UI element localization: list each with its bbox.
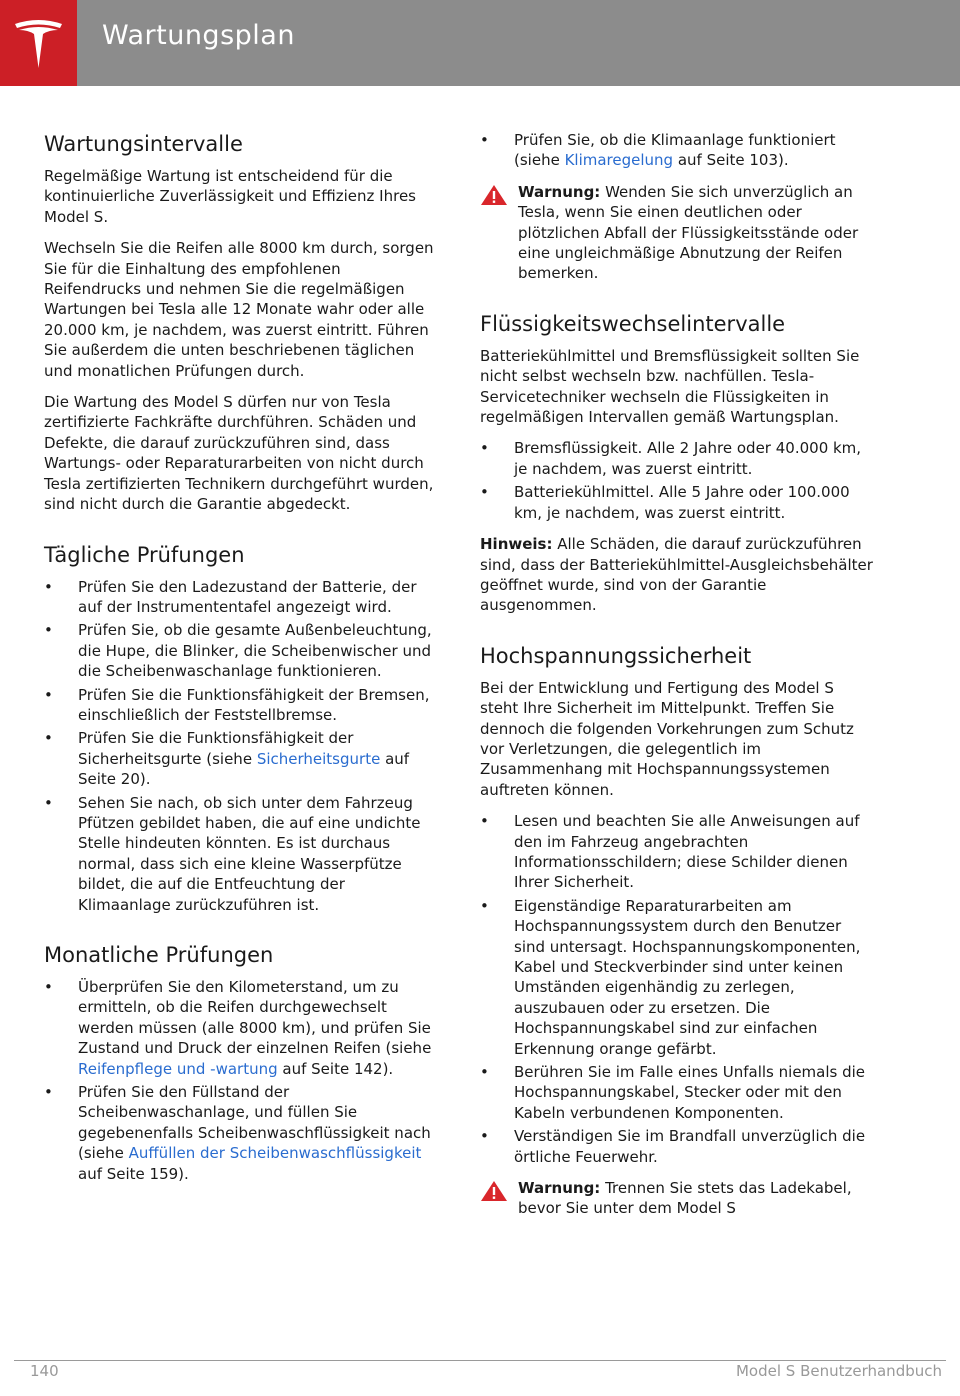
daily-checks-list [44, 577, 440, 916]
note [480, 534, 876, 616]
list-item-text: Prüfen Sie die Funktionsfähigkeit der Bremsen, einschließlich der Feststellbremse. [78, 685, 430, 724]
paragraph: Wechseln Sie die Reifen alle 8000 km durch, sorgen Sie für die Einhaltung des empfohlenen Reifendrucks und nehmen Sie die regelmäßigen Wartungen bei Tesla alle 12 Monate wahr oder alle 20.000 km, je nachdem, was zuerst eintritt. Führen Sie außerdem die unten beschriebenen täglichen und monatlichen Prüfungen durch. [44, 239, 434, 380]
section-title-taegliche-pruefungen: Tägliche Prüfungen [44, 542, 245, 567]
list-item-text: auf Seite 20). [78, 749, 410, 789]
paragraph: Batteriekühlmittel und Bremsflüssigkeit sollten Sie nicht selbst wechseln bzw. nachfüllen. Tesla-Servicetechniker wechseln die Flüssigkeiten in regelmäßigen Intervallen gemäß Wartungsplan. [480, 346, 860, 427]
high-voltage-list [480, 811, 876, 1167]
list-item-text: auf Seite 142). [277, 1059, 394, 1078]
bullet-icon: • [44, 729, 53, 748]
list-item-text: Prüfen Sie die Funktionsfähigkeit der Sicherheitsgurte (siehe [78, 729, 354, 768]
list-item [44, 977, 440, 1079]
list-item [480, 1062, 876, 1123]
warning-text: Wenden Sie sich unverzüglich an Tesla, wenn Sie einen deutlichen oder plötzlichen Abfall der Flüssigkeitsstände oder eine ungleichmäßige Abnutzung der Reifen bemerken. [518, 182, 859, 283]
tesla-logo [0, 0, 77, 86]
list-item-text: Bremsflüssigkeit. Alle 2 Jahre oder 40.000 km, je nachdem, was zuerst eintritt. [514, 439, 862, 478]
footer-divider [14, 1360, 946, 1361]
list-item [44, 685, 440, 726]
list-item [480, 896, 876, 1059]
warning-box [480, 182, 876, 284]
link-scheibenwaschfluessigkeit[interactable]: Auffüllen der Scheibenwaschflüssigkeit [128, 1144, 422, 1163]
warning-icon [480, 184, 508, 206]
list-item-text: Prüfen Sie den Ladezustand der Batterie, der auf der Instrumententafel angezeigt wird. [78, 577, 417, 616]
note-text: Alle Schäden, die darauf zurückzuführen sind, dass der Batteriekühlmittel-Ausgleichsbehälter geöffnet wurde, sind von der Garantie ausgenommen. [480, 535, 873, 615]
right-column [480, 130, 876, 1231]
warning-icon [480, 1180, 508, 1202]
manual-name: Model S Benutzerhandbuch [735, 1362, 942, 1380]
tesla-logo-icon [13, 18, 64, 70]
list-item [480, 482, 876, 523]
bullet-icon: • [44, 793, 53, 812]
section-title-monatliche-pruefungen: Monatliche Prüfungen [44, 943, 274, 967]
link-reifenpflege[interactable]: Reifenpflege und -wartung [78, 1059, 278, 1078]
list-item-text: auf Seite 159). [78, 1164, 189, 1183]
list-item-text: Verständigen Sie im Brandfall unverzüglich die örtliche Feuerwehr. [514, 1127, 866, 1166]
list-item-text: Lesen und beachten Sie alle Anweisungen auf den im Fahrzeug angebrachten Informationsschildern; diese Schilder dienen Ihrer Sicherheit. [514, 812, 860, 892]
bullet-icon: • [480, 483, 489, 502]
list-item [480, 130, 876, 171]
bullet-icon: • [480, 439, 489, 458]
climate-check-list [480, 130, 876, 171]
bullet-icon: • [44, 577, 53, 596]
bullet-icon: • [44, 685, 53, 704]
list-item [44, 728, 440, 789]
bullet-icon: • [480, 812, 489, 831]
list-item-text: Sehen Sie nach, ob sich unter dem Fahrzeug Pfützen gebildet haben, die auf eine undichte Stelle hindeuten könnten. Es ist durchaus normal, dass sich eine kleine Wasserpfütze bildet, die auf die Entfeuchtung der Klimaanlage zurückzuführen ist. [78, 793, 421, 914]
list-item [44, 577, 440, 618]
page-number: 140 [30, 1362, 59, 1380]
warning-label: Warnung: [518, 1179, 601, 1198]
list-item [480, 1126, 876, 1167]
paragraph: Bei der Entwicklung und Fertigung des Model S steht Ihre Sicherheit im Mittelpunkt. Treffen Sie dennoch die folgenden Vorkehrungen zum Schutz vor Verletzungen, die gelegentlich im Zusammenhang mit Hochspannungssystemen auftreten können. [480, 678, 854, 799]
list-item [44, 620, 440, 681]
list-item-text: Batteriekühlmittel. Alle 5 Jahre oder 100.000 km, je nachdem, was zuerst eintritt. [514, 483, 850, 522]
section-title-wartungsintervalle: Wartungsintervalle [44, 132, 243, 156]
list-item-text: Prüfen Sie, ob die gesamte Außenbeleuchtung, die Hupe, die Blinker, die Scheibenwischer und die Scheibenwaschanlage funktionieren. [78, 621, 432, 681]
fluid-list [480, 438, 876, 523]
list-item [480, 438, 876, 479]
bullet-icon: • [480, 896, 489, 915]
list-item [44, 793, 440, 915]
left-column [44, 130, 440, 1195]
link-sicherheitsgurte[interactable]: Sicherheitsgurte [256, 749, 381, 768]
note-label: Hinweis: [480, 535, 553, 554]
monthly-checks-list [44, 977, 440, 1184]
list-item [480, 811, 876, 893]
warning-label: Warnung: [518, 182, 601, 201]
bullet-icon: • [44, 1083, 53, 1102]
link-klimaregelung[interactable]: Klimaregelung [564, 151, 674, 170]
section-title-fluessigkeitswechsel: Flüssigkeitswechselintervalle [480, 311, 786, 336]
page-title: Wartungsplan [102, 20, 295, 51]
list-item-text: Eigenständige Reparaturarbeiten am Hochspannungssystem durch den Benutzer sind untersagt. Hochspannungskomponenten, Kabel und Steckverbinder sind unter keinen Umständen eigenhändig zu zerlegen, auszubauen oder zu ersetzen. Die Hochspannungskabel sind zur einfachen Erkennung orange gefärbt. [514, 896, 861, 1058]
page-header [0, 0, 960, 86]
list-item-text: Überprüfen Sie den Kilometerstand, um zu ermitteln, ob die Reifen durchgewechselt werden müssen (alle 8000 km), und prüfen Sie Zustand und Druck der einzelnen Reifen (siehe [78, 978, 432, 1058]
bullet-icon: • [44, 978, 53, 996]
bullet-icon: • [44, 621, 53, 640]
warning-box [480, 1178, 876, 1219]
bullet-icon: • [480, 131, 489, 149]
list-item-text: Prüfen Sie, ob die Klimaanlage funktioniert (siehe [514, 131, 836, 170]
bullet-icon: • [480, 1063, 489, 1082]
list-item-text: Berühren Sie im Falle eines Unfalls niemals die Hochspannungskabel, Stecker oder mit den Kabeln verbundenen Komponenten. [514, 1063, 866, 1122]
paragraph: Regelmäßige Wartung ist entscheidend für die kontinuierliche Zuverlässigkeit und Effizienz Ihres Model S. [44, 167, 416, 226]
bullet-icon: • [480, 1127, 489, 1146]
section-title-hochspannungssicherheit: Hochspannungssicherheit [480, 643, 752, 668]
list-item [44, 1082, 440, 1184]
list-item-text: Prüfen Sie den Füllstand der Scheibenwaschanlage, und füllen Sie gegebenenfalls Scheibenwaschflüssigkeit nach (siehe [78, 1083, 431, 1163]
warning-text: Trennen Sie stets das Ladekabel, bevor Sie unter dem Model S [518, 1179, 852, 1218]
list-item-text: auf Seite 103). [673, 151, 789, 170]
paragraph: Die Wartung des Model S dürfen nur von Tesla zertifizierte Fachkräfte durchführen. Schäden und Defekte, die darauf zurückzuführen sind, dass Wartungs- oder Reparaturarbeiten von nicht durch Tesla zertifizierten Technikern durchgeführt wurden, sind nicht durch die Garantie abgedeckt. [44, 393, 434, 514]
